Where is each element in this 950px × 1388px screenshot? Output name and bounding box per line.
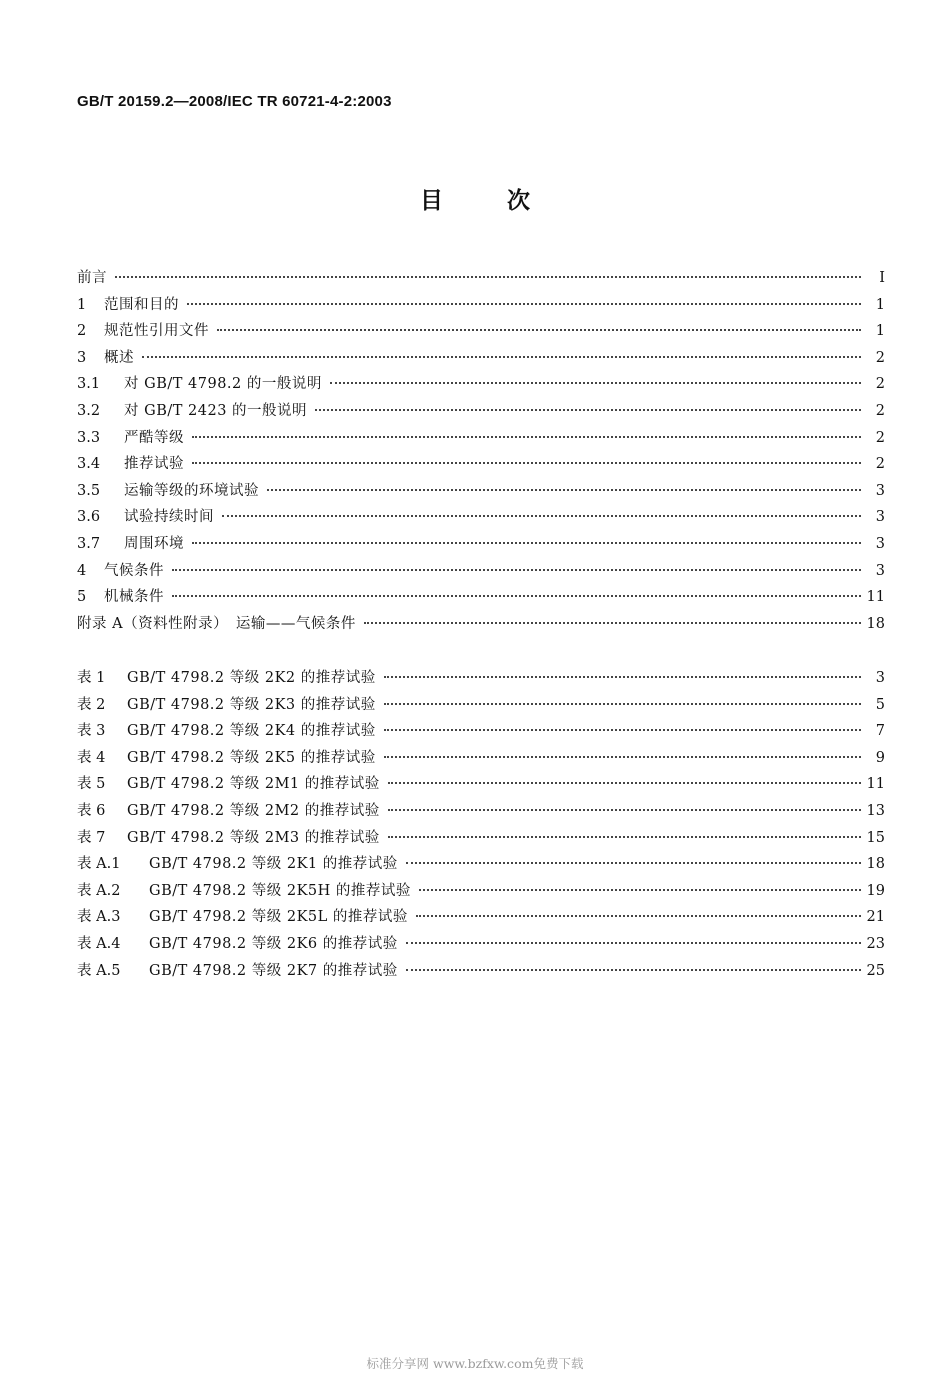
toc-entry-1[interactable] — [77, 292, 885, 319]
toc-entry-3-5[interactable] — [77, 478, 885, 505]
dot-leader — [192, 462, 861, 464]
dot-leader — [364, 622, 861, 624]
toc-table-label: GB/T 4798.2 等级 2K5H 的推荐试验 — [149, 882, 411, 899]
toc-entry-page: 11 — [866, 589, 885, 606]
toc-entry-number: 3.2 — [77, 402, 101, 419]
toc-table-label: GB/T 4798.2 等级 2K7 的推荐试验 — [149, 962, 398, 979]
toc-entry-page: Ⅰ — [879, 270, 885, 286]
toc-table-entry-1[interactable] — [77, 665, 885, 692]
dot-leader — [315, 409, 861, 411]
dot-leader — [388, 836, 861, 838]
toc-sections-list — [77, 265, 885, 637]
toc-table-page: 21 — [866, 909, 885, 926]
dot-leader — [172, 569, 861, 571]
toc-entry-5[interactable] — [77, 584, 885, 611]
toc-table-entry-a5[interactable] — [77, 958, 885, 985]
toc-entry-4[interactable] — [77, 558, 885, 585]
toc-entry-label: 机械条件 — [104, 589, 164, 606]
toc-table-entry-6[interactable] — [77, 798, 885, 825]
dot-leader — [388, 782, 861, 784]
page-title — [0, 182, 950, 215]
dot-leader — [142, 356, 861, 358]
toc-table-page: 11 — [866, 776, 885, 793]
toc-entry-3-4[interactable] — [77, 451, 885, 478]
toc-entry-page: 2 — [875, 349, 885, 366]
toc-entry-appendix-a[interactable] — [77, 611, 885, 638]
toc-table-label: GB/T 4798.2 等级 2K4 的推荐试验 — [127, 723, 376, 740]
toc-entry-label: 前言 — [77, 270, 107, 286]
dot-leader — [330, 382, 861, 384]
toc-entry-3-2[interactable] — [77, 398, 885, 425]
toc-entry-page: 2 — [875, 429, 885, 446]
toc-table-label: GB/T 4798.2 等级 2M1 的推荐试验 — [127, 776, 380, 793]
toc-entry-label: 范围和目的 — [104, 296, 179, 313]
dot-leader — [406, 942, 861, 944]
toc-table-entry-4[interactable] — [77, 745, 885, 772]
toc-entry-label: 推荐试验 — [124, 456, 184, 473]
toc-table-number: 表 A.1 — [77, 856, 121, 873]
toc-entry-number: 3.4 — [77, 456, 101, 473]
toc-table-page: 13 — [866, 802, 885, 819]
toc-entry-label: 严酷等级 — [124, 429, 184, 446]
toc-table-page: 5 — [875, 696, 885, 713]
toc-entry-page: 1 — [875, 323, 885, 340]
toc-entry-label: 附录 A（资料性附录） 运输——气候条件 — [77, 615, 356, 632]
dot-leader — [192, 436, 861, 438]
toc-table-number: 表 A.2 — [77, 882, 121, 899]
toc-entry-page: 2 — [875, 402, 885, 419]
toc-entry-page: 18 — [866, 615, 885, 632]
toc-entry-label: 对 GB/T 4798.2 的一般说明 — [124, 376, 322, 393]
toc-entry-2[interactable] — [77, 318, 885, 345]
toc-table-page: 3 — [875, 670, 885, 686]
dot-leader — [406, 969, 861, 971]
dot-leader — [172, 595, 861, 597]
page-title-char-2: 次 — [507, 188, 530, 214]
toc-table-entry-7[interactable] — [77, 825, 885, 852]
toc-table-label: GB/T 4798.2 等级 2K1 的推荐试验 — [149, 856, 398, 873]
toc-entry-3-6[interactable] — [77, 504, 885, 531]
toc-table-page: 7 — [875, 723, 885, 740]
dot-leader — [192, 542, 861, 544]
dot-leader — [267, 489, 861, 491]
toc-table-number: 表 1 — [77, 670, 106, 686]
toc-table-number: 表 A.5 — [77, 962, 121, 979]
toc-table-label: GB/T 4798.2 等级 2K2 的推荐试验 — [127, 670, 376, 686]
toc-table-label: GB/T 4798.2 等级 2K5L 的推荐试验 — [149, 909, 408, 926]
toc-entry-label: 运输等级的环境试验 — [124, 482, 259, 499]
toc-table-page: 25 — [866, 962, 885, 979]
toc-table-label: GB/T 4798.2 等级 2K5 的推荐试验 — [127, 749, 376, 766]
toc-entry-number: 2 — [77, 323, 87, 340]
toc-entry-number: 3.7 — [77, 535, 101, 552]
toc-entry-label: 对 GB/T 2423 的一般说明 — [124, 402, 308, 419]
toc-tables-list — [77, 665, 885, 984]
toc-table-entry-a2[interactable] — [77, 878, 885, 905]
toc-table-page: 18 — [866, 856, 885, 873]
toc-entry-page: 1 — [875, 296, 885, 313]
toc-entry-page: 3 — [875, 482, 885, 499]
toc-entry-page: 3 — [875, 535, 885, 552]
toc-entry-3-1[interactable] — [77, 371, 885, 398]
toc-table-number: 表 5 — [77, 776, 106, 793]
toc-entry-number: 1 — [77, 296, 87, 313]
toc-table-entry-2[interactable] — [77, 692, 885, 719]
toc-table-label: GB/T 4798.2 等级 2M3 的推荐试验 — [127, 829, 380, 846]
footer-watermark: 标准分享网 www.bzfxw.com免费下载 — [366, 1356, 584, 1371]
dot-leader — [384, 756, 861, 758]
toc-entry-number: 3.5 — [77, 482, 101, 499]
dot-leader — [419, 889, 861, 891]
dot-leader — [384, 676, 861, 678]
toc-entry-page: 2 — [875, 456, 885, 473]
toc-entry-number: 3 — [77, 349, 87, 366]
toc-entry-number: 4 — [77, 562, 87, 579]
toc-table-label: GB/T 4798.2 等级 2K3 的推荐试验 — [127, 696, 376, 713]
dot-leader — [217, 329, 861, 331]
toc-entry-label: 气候条件 — [104, 562, 164, 579]
toc-table-entry-a1[interactable] — [77, 851, 885, 878]
toc-entry-page: 3 — [875, 562, 885, 579]
toc-table-page: 15 — [866, 829, 885, 846]
page-title-char-1: 目 — [420, 188, 443, 214]
dot-leader — [115, 276, 861, 278]
dot-leader — [187, 303, 861, 305]
toc-table-number: 表 4 — [77, 749, 106, 766]
toc-table-number: 表 2 — [77, 696, 106, 713]
toc-entry-label: 概述 — [104, 349, 134, 366]
toc-entry-page: 3 — [875, 509, 885, 526]
toc-table-entry-5[interactable] — [77, 771, 885, 798]
toc-entry-label: 规范性引用文件 — [104, 323, 209, 340]
toc-table-number: 表 7 — [77, 829, 106, 846]
toc-table-label: GB/T 4798.2 等级 2M2 的推荐试验 — [127, 802, 380, 819]
standard-code-header: GB/T 20159.2—2008/IEC TR 60721-4-2:2003 — [77, 93, 392, 110]
toc-table-page: 23 — [866, 935, 885, 952]
dot-leader — [384, 729, 861, 731]
toc-table-page: 9 — [875, 749, 885, 766]
toc-table-page: 19 — [866, 882, 885, 899]
toc-entry-number: 3.1 — [77, 376, 101, 393]
toc-entry-label: 试验持续时间 — [124, 509, 214, 526]
toc-table-number: 表 3 — [77, 723, 106, 740]
toc-entry-3[interactable] — [77, 345, 885, 372]
toc-table-entry-a3[interactable] — [77, 904, 885, 931]
dot-leader — [388, 809, 861, 811]
toc-entry-3-3[interactable] — [77, 425, 885, 452]
toc-entry-foreword[interactable] — [77, 265, 885, 292]
dot-leader — [406, 862, 861, 864]
dot-leader — [222, 515, 861, 517]
toc-table-entry-3[interactable] — [77, 718, 885, 745]
toc-table-entry-a4[interactable] — [77, 931, 885, 958]
toc-entry-number: 5 — [77, 589, 87, 606]
toc-table-number: 表 6 — [77, 802, 106, 819]
toc-table-number: 表 A.3 — [77, 909, 121, 926]
toc-entry-number: 3.6 — [77, 509, 101, 526]
dot-leader — [384, 703, 861, 705]
toc-table-label: GB/T 4798.2 等级 2K6 的推荐试验 — [149, 935, 398, 952]
toc-table-number: 表 A.4 — [77, 935, 121, 952]
toc-entry-label: 周围环境 — [124, 535, 184, 552]
dot-leader — [416, 915, 861, 917]
toc-entry-page: 2 — [875, 376, 885, 393]
toc-entry-number: 3.3 — [77, 429, 101, 446]
toc-entry-3-7[interactable] — [77, 531, 885, 558]
